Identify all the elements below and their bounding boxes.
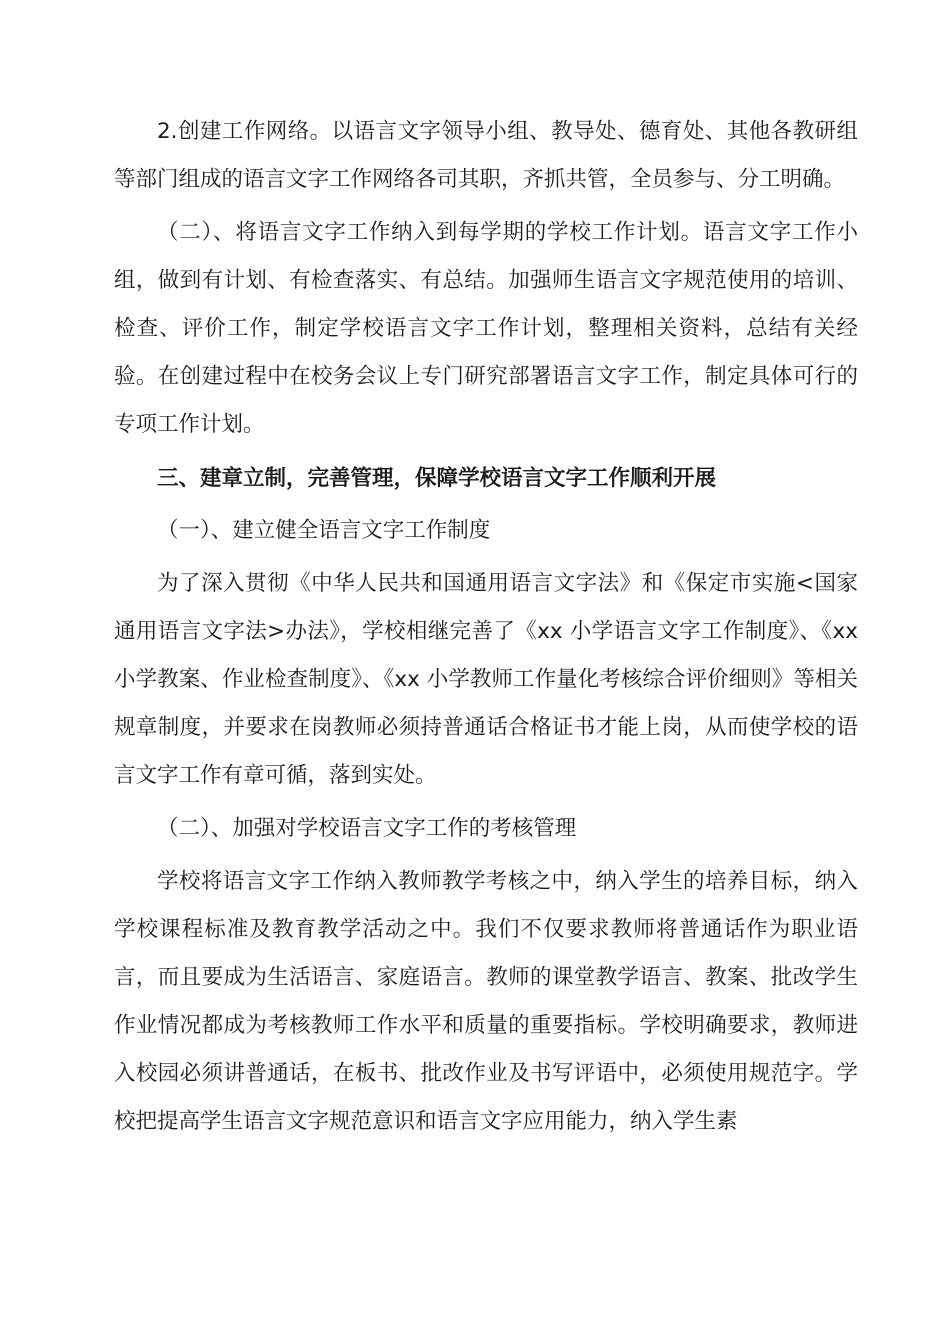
subheading-system: （一）、建立健全语言文字工作制度 bbox=[157, 518, 491, 543]
paragraph-regulations: 为了深入贯彻《中华人民共和国通用语言文字法》和《保定市实施<国家通用语言文字法>办法》，学校相继完善了《xx 小学语言文字工作制度》、《xx 小学教案、作业检查制度》、《xx 小学教师工作量化考核综合评价细则》等相关规章制度，并要求在岗教师必须持普通话合格证书才能上岗，从而使学校的语言文字工作有章可循，落到实处。 bbox=[114, 571, 858, 788]
paragraph-work-plan: （二）、将语言文字工作纳入到每学期的学校工作计划。语言文字工作小组，做到有计划、有检查落实、有总结。加强师生语言文字规范使用的培训、检查、评价工作，制定学校语言文字工作计划，整理相关资料，总结有关经验。在创建过程中在校务会议上专门研究部署语言文字工作，制定具体可行的专项工作计划。 bbox=[114, 220, 858, 437]
paragraph-assessment: 学校将语言文字工作纳入教师教学考核之中，纳入学生的培养目标，纳入学校课程标准及教育教学活动之中。我们不仅要求教师将普通话作为职业语言，而且要成为生活语言、家庭语言。教师的课堂教学语言、教案、批改学生作业情况都成为考核教师工作水平和质量的重要指标。学校明确要求，教师进入校园必须讲普通话，在板书、批改作业及书写评语中，必须使用规范字。学校把提高学生语言文字规范意识和语言文字应用能力，纳入学生素 bbox=[114, 869, 858, 1134]
document-body bbox=[114, 108, 858, 1146]
subheading-assessment: （二）、加强对学校语言文字工作的考核管理 bbox=[157, 816, 577, 841]
section-heading-3: 三、建章立制，完善管理，保障学校语言文字工作顺利开展 bbox=[157, 466, 717, 491]
paragraph-work-network: 2.创建工作网络。以语言文字领导小组、教导处、德育处、其他各教研组等部门组成的语言文字工作网络各司其职，齐抓共管，全员参与、分工明确。 bbox=[114, 119, 858, 192]
